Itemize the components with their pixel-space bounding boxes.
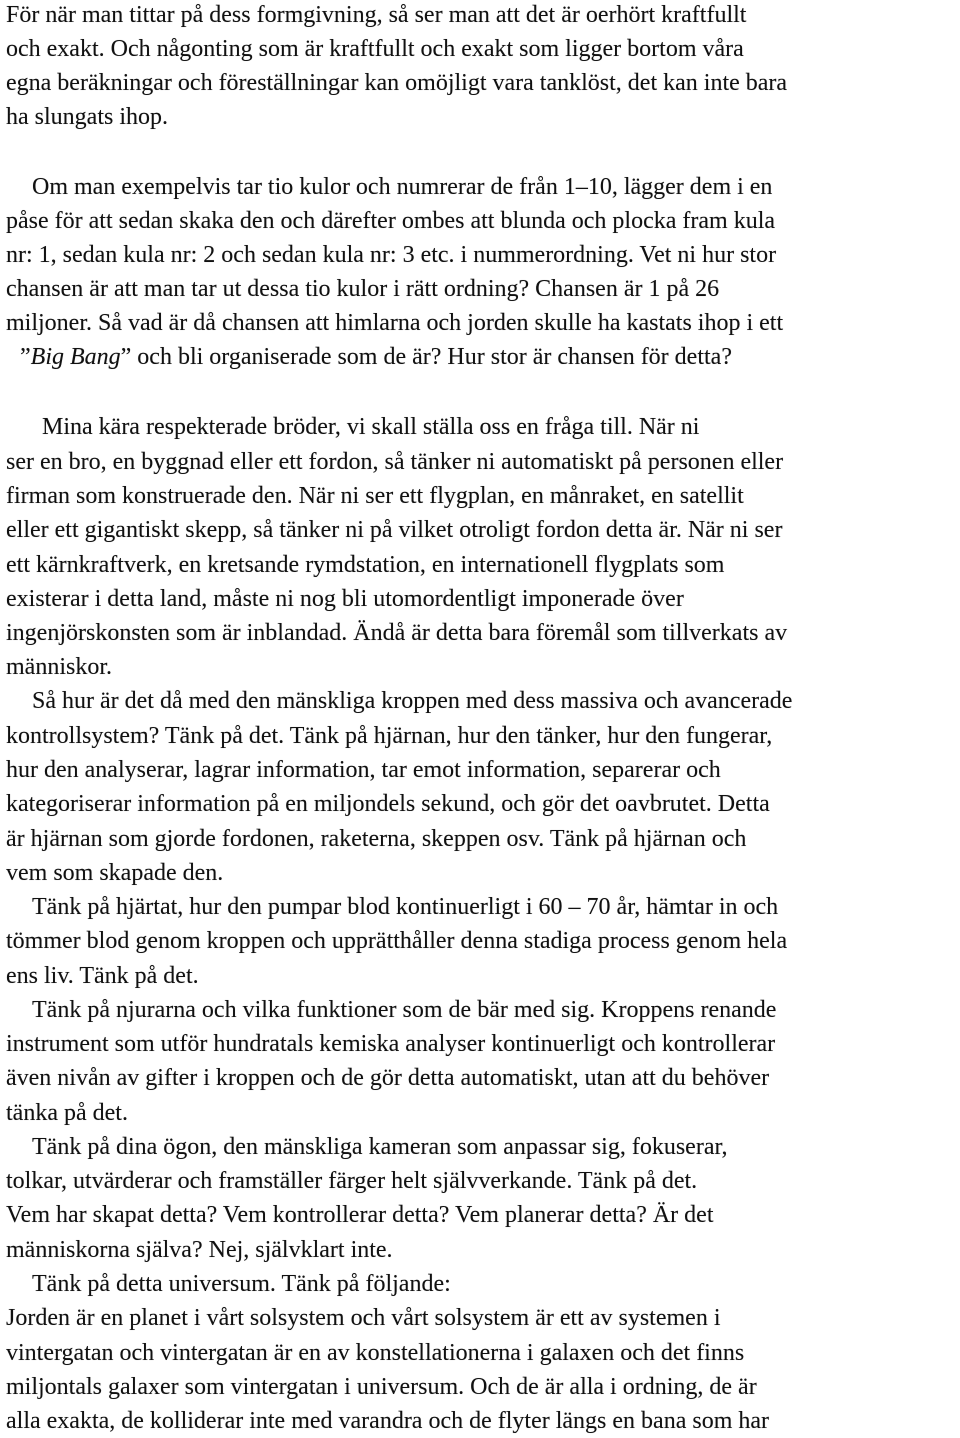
text-line: Tänk på hjärtat, hur den pumpar blod kontinuerligt i 60 – 70 år, hämtar in och xyxy=(32,894,779,920)
text-line: ser en bro, en byggnad eller ett fordon, så tänker ni automatiskt på personen eller xyxy=(6,449,784,475)
text-line: eller ett gigantiskt skepp, så tänker ni på vilket otroligt fordon detta är. När ni ser xyxy=(6,517,783,543)
text-line: ha slungats ihop. xyxy=(6,104,168,130)
text-line: För när man tittar på dess formgivning, så ser man att det är oerhört kraftfullt xyxy=(6,2,747,28)
text-line: Tänk på njurarna och vilka funktioner som de bär med sig. Kroppens renande xyxy=(32,997,777,1023)
text-line xyxy=(20,340,732,374)
text-line: människorna själva? Nej, självklart inte. xyxy=(6,1237,393,1263)
text-line: alla exakta, de kolliderar inte med varandra och de flyter längs en bana som har xyxy=(6,1408,770,1434)
text-line: Tänk på detta universum. Tänk på följande: xyxy=(32,1271,451,1297)
text-line: instrument som utför hundratals kemiska analyser kontinuerligt och kontrollerar xyxy=(6,1031,776,1057)
quote-rest: ” och bli organiserade som de är? Hur stor är chansen för detta? xyxy=(120,344,732,370)
text-line: vem som skapade den. xyxy=(6,860,224,886)
text-line: tolkar, utvärderar och framställer färger helt självverkande. Tänk på det. xyxy=(6,1168,698,1194)
text-line: miljoner. Så vad är då chansen att himlarna och jorden skulle ha kastats ihop i ett xyxy=(6,310,784,336)
text-line: miljontals galaxer som vintergatan i universum. Och de är alla i ordning, de är xyxy=(6,1374,757,1400)
text-line: och exakt. Och någonting som är kraftfullt och exakt som ligger bortom våra xyxy=(6,36,744,62)
text-line: Mina kära respekterade bröder, vi skall ställa oss en fråga till. När ni xyxy=(42,414,700,440)
text-line: kategoriserar information på en miljondels sekund, och gör det oavbrutet. Detta xyxy=(6,791,770,817)
quote-open: ” xyxy=(20,344,31,370)
text-line: Vem har skapat detta? Vem kontrollerar detta? Vem planerar detta? Är det xyxy=(6,1202,714,1228)
text-line: egna beräkningar och föreställningar kan omöjligt vara tanklöst, det kan inte bara xyxy=(6,70,788,96)
text-line: tänka på det. xyxy=(6,1100,128,1126)
text-line: ingenjörskonsten som är inblandad. Ändå är detta bara föremål som tillverkats av xyxy=(6,620,788,646)
text-line: Så hur är det då med den mänskliga kroppen med dess massiva och avancerade xyxy=(32,688,793,714)
text-line: firman som konstruerade den. När ni ser ett flygplan, en månraket, en satellit xyxy=(6,483,744,509)
text-line: även nivån av gifter i kroppen och de gör detta automatiskt, utan att du behöver xyxy=(6,1065,770,1091)
text-line: tömmer blod genom kroppen och upprätthåller denna stadiga process genom hela xyxy=(6,928,788,954)
text-line: hur den analyserar, lagrar information, tar emot information, separerar och xyxy=(6,757,721,783)
text-line: vintergatan och vintergatan är en av konstellationerna i galaxen och det finns xyxy=(6,1340,745,1366)
text-line: Jorden är en planet i vårt solsystem och vårt solsystem är ett av systemen i xyxy=(6,1305,721,1331)
text-line: människor. xyxy=(6,654,112,680)
text-line: påse för att sedan skaka den och därefter ombes att blunda och plocka fram kula xyxy=(6,208,776,234)
text-line: nr: 1, sedan kula nr: 2 och sedan kula nr: 3 etc. i nummerordning. Vet ni hur stor xyxy=(6,242,777,268)
text-line: ett kärnkraftverk, en kretsande rymdstation, en internationell flygplats som xyxy=(6,552,725,578)
text-line: existerar i detta land, måste ni nog bli utomordentligt imponerade över xyxy=(6,586,684,612)
text-line: Tänk på dina ögon, den mänskliga kameran som anpassar sig, fokuserar, xyxy=(32,1134,728,1160)
text-line: Om man exempelvis tar tio kulor och numrerar de från 1–10, lägger dem i en xyxy=(32,174,773,200)
text-line: kontrollsystem? Tänk på det. Tänk på hjärnan, hur den tänker, hur den fungerar, xyxy=(6,723,773,749)
text-line: chansen är att man tar ut dessa tio kulor i rätt ordning? Chansen är 1 på 26 xyxy=(6,276,720,302)
text-line: ens liv. Tänk på det. xyxy=(6,963,199,989)
text-line: är hjärnan som gjorde fordonen, raketerna, skeppen osv. Tänk på hjärnan och xyxy=(6,826,747,852)
italic-term: Big Bang xyxy=(30,344,121,370)
